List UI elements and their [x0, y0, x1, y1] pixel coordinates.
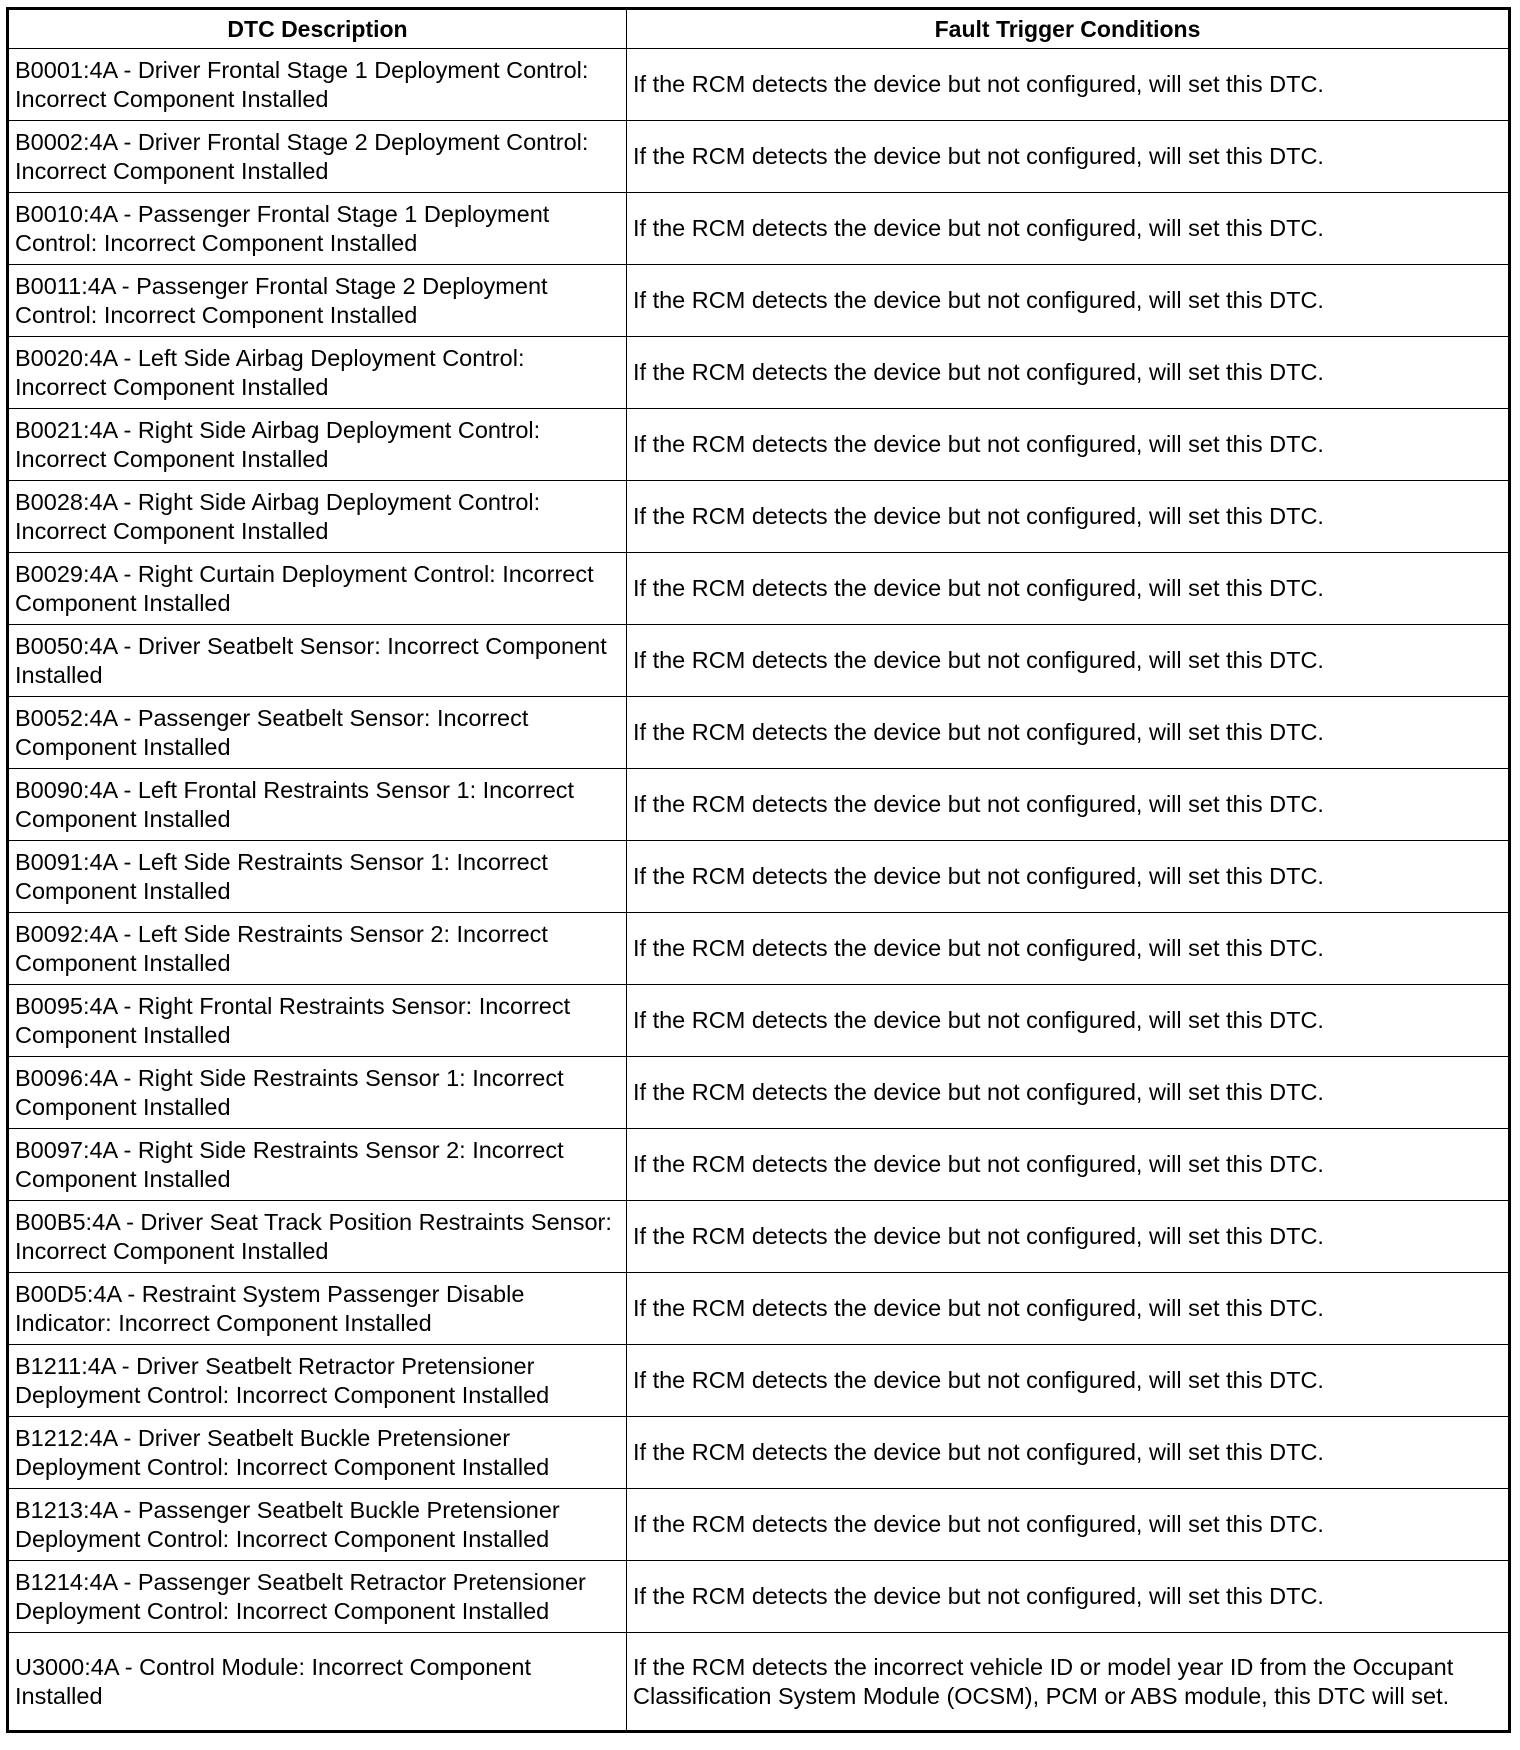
- fault-trigger-condition-cell: If the RCM detects the device but not configured, will set this DTC.: [627, 265, 1510, 337]
- dtc-description-cell: B0092:4A - Left Side Restraints Sensor 2: Incorrect Component Installed: [8, 913, 627, 985]
- table-row: [8, 1417, 1510, 1489]
- column-header-fault-trigger-conditions: Fault Trigger Conditions: [627, 9, 1510, 49]
- table-row: [8, 625, 1510, 697]
- fault-trigger-condition-cell: If the RCM detects the device but not configured, will set this DTC.: [627, 1273, 1510, 1345]
- table-row: [8, 481, 1510, 553]
- dtc-description-cell: B0011:4A - Passenger Frontal Stage 2 Deployment Control: Incorrect Component Installed: [8, 265, 627, 337]
- fault-trigger-condition-cell: If the RCM detects the device but not configured, will set this DTC.: [627, 1561, 1510, 1633]
- fault-trigger-condition-cell: If the RCM detects the device but not configured, will set this DTC.: [627, 49, 1510, 121]
- table-row: [8, 1345, 1510, 1417]
- table-row: [8, 121, 1510, 193]
- dtc-description-cell: B00D5:4A - Restraint System Passenger Disable Indicator: Incorrect Component Installed: [8, 1273, 627, 1345]
- fault-trigger-condition-cell: If the RCM detects the device but not configured, will set this DTC.: [627, 1057, 1510, 1129]
- table-row: [8, 1273, 1510, 1345]
- dtc-description-cell: B0001:4A - Driver Frontal Stage 1 Deployment Control: Incorrect Component Installed: [8, 49, 627, 121]
- table-row: [8, 337, 1510, 409]
- fault-trigger-condition-cell: If the RCM detects the device but not configured, will set this DTC.: [627, 1417, 1510, 1489]
- table-row: [8, 1129, 1510, 1201]
- fault-trigger-condition-cell: If the RCM detects the device but not configured, will set this DTC.: [627, 769, 1510, 841]
- table-row: [8, 913, 1510, 985]
- dtc-description-cell: B0002:4A - Driver Frontal Stage 2 Deployment Control: Incorrect Component Installed: [8, 121, 627, 193]
- fault-trigger-condition-cell: If the RCM detects the device but not configured, will set this DTC.: [627, 697, 1510, 769]
- fault-trigger-condition-cell: If the RCM detects the device but not configured, will set this DTC.: [627, 337, 1510, 409]
- table-row: [8, 1057, 1510, 1129]
- table-row: [8, 265, 1510, 337]
- table-row: [8, 1489, 1510, 1561]
- fault-trigger-condition-cell: If the RCM detects the device but not configured, will set this DTC.: [627, 985, 1510, 1057]
- fault-trigger-condition-cell: If the RCM detects the device but not configured, will set this DTC.: [627, 481, 1510, 553]
- dtc-description-cell: B0097:4A - Right Side Restraints Sensor 2: Incorrect Component Installed: [8, 1129, 627, 1201]
- fault-trigger-condition-cell: If the RCM detects the device but not configured, will set this DTC.: [627, 625, 1510, 697]
- table-row: [8, 193, 1510, 265]
- fault-trigger-condition-cell: If the RCM detects the incorrect vehicle ID or model year ID from the Occupant Classification System Module (OCSM), PCM or ABS module, this DTC will set.: [627, 1633, 1510, 1732]
- table-row: [8, 409, 1510, 481]
- dtc-description-cell: B00B5:4A - Driver Seat Track Position Restraints Sensor: Incorrect Component Installed: [8, 1201, 627, 1273]
- fault-trigger-condition-cell: If the RCM detects the device but not configured, will set this DTC.: [627, 1129, 1510, 1201]
- dtc-description-cell: B0029:4A - Right Curtain Deployment Control: Incorrect Component Installed: [8, 553, 627, 625]
- fault-trigger-condition-cell: If the RCM detects the device but not configured, will set this DTC.: [627, 409, 1510, 481]
- table-row: [8, 1201, 1510, 1273]
- fault-trigger-condition-cell: If the RCM detects the device but not configured, will set this DTC.: [627, 553, 1510, 625]
- fault-trigger-condition-cell: If the RCM detects the device but not configured, will set this DTC.: [627, 841, 1510, 913]
- table-row: [8, 1633, 1510, 1732]
- table-row: [8, 841, 1510, 913]
- fault-trigger-condition-cell: If the RCM detects the device but not configured, will set this DTC.: [627, 913, 1510, 985]
- dtc-description-cell: U3000:4A - Control Module: Incorrect Component Installed: [8, 1633, 627, 1732]
- dtc-description-cell: B0091:4A - Left Side Restraints Sensor 1: Incorrect Component Installed: [8, 841, 627, 913]
- column-header-dtc-description: DTC Description: [8, 9, 627, 49]
- dtc-table: [6, 7, 1511, 1733]
- fault-trigger-condition-cell: If the RCM detects the device but not configured, will set this DTC.: [627, 1201, 1510, 1273]
- table-row: [8, 985, 1510, 1057]
- dtc-description-cell: B1214:4A - Passenger Seatbelt Retractor Pretensioner Deployment Control: Incorrect Component Installed: [8, 1561, 627, 1633]
- table-header-row: [8, 9, 1510, 49]
- table-body: [8, 49, 1510, 1732]
- dtc-description-cell: B0090:4A - Left Frontal Restraints Sensor 1: Incorrect Component Installed: [8, 769, 627, 841]
- dtc-description-cell: B0028:4A - Right Side Airbag Deployment Control: Incorrect Component Installed: [8, 481, 627, 553]
- table-row: [8, 697, 1510, 769]
- dtc-description-cell: B0052:4A - Passenger Seatbelt Sensor: Incorrect Component Installed: [8, 697, 627, 769]
- dtc-description-cell: B1212:4A - Driver Seatbelt Buckle Pretensioner Deployment Control: Incorrect Component Installed: [8, 1417, 627, 1489]
- table-row: [8, 769, 1510, 841]
- fault-trigger-condition-cell: If the RCM detects the device but not configured, will set this DTC.: [627, 1489, 1510, 1561]
- fault-trigger-condition-cell: If the RCM detects the device but not configured, will set this DTC.: [627, 121, 1510, 193]
- dtc-description-cell: B0020:4A - Left Side Airbag Deployment Control: Incorrect Component Installed: [8, 337, 627, 409]
- fault-trigger-condition-cell: If the RCM detects the device but not configured, will set this DTC.: [627, 1345, 1510, 1417]
- dtc-description-cell: B0021:4A - Right Side Airbag Deployment Control: Incorrect Component Installed: [8, 409, 627, 481]
- dtc-description-cell: B0050:4A - Driver Seatbelt Sensor: Incorrect Component Installed: [8, 625, 627, 697]
- dtc-description-cell: B0010:4A - Passenger Frontal Stage 1 Deployment Control: Incorrect Component Installed: [8, 193, 627, 265]
- table-row: [8, 49, 1510, 121]
- table-row: [8, 553, 1510, 625]
- dtc-description-cell: B0095:4A - Right Frontal Restraints Sensor: Incorrect Component Installed: [8, 985, 627, 1057]
- dtc-description-cell: B0096:4A - Right Side Restraints Sensor 1: Incorrect Component Installed: [8, 1057, 627, 1129]
- dtc-description-cell: B1213:4A - Passenger Seatbelt Buckle Pretensioner Deployment Control: Incorrect Component Installed: [8, 1489, 627, 1561]
- fault-trigger-condition-cell: If the RCM detects the device but not configured, will set this DTC.: [627, 193, 1510, 265]
- table-row: [8, 1561, 1510, 1633]
- dtc-description-cell: B1211:4A - Driver Seatbelt Retractor Pretensioner Deployment Control: Incorrect Component Installed: [8, 1345, 627, 1417]
